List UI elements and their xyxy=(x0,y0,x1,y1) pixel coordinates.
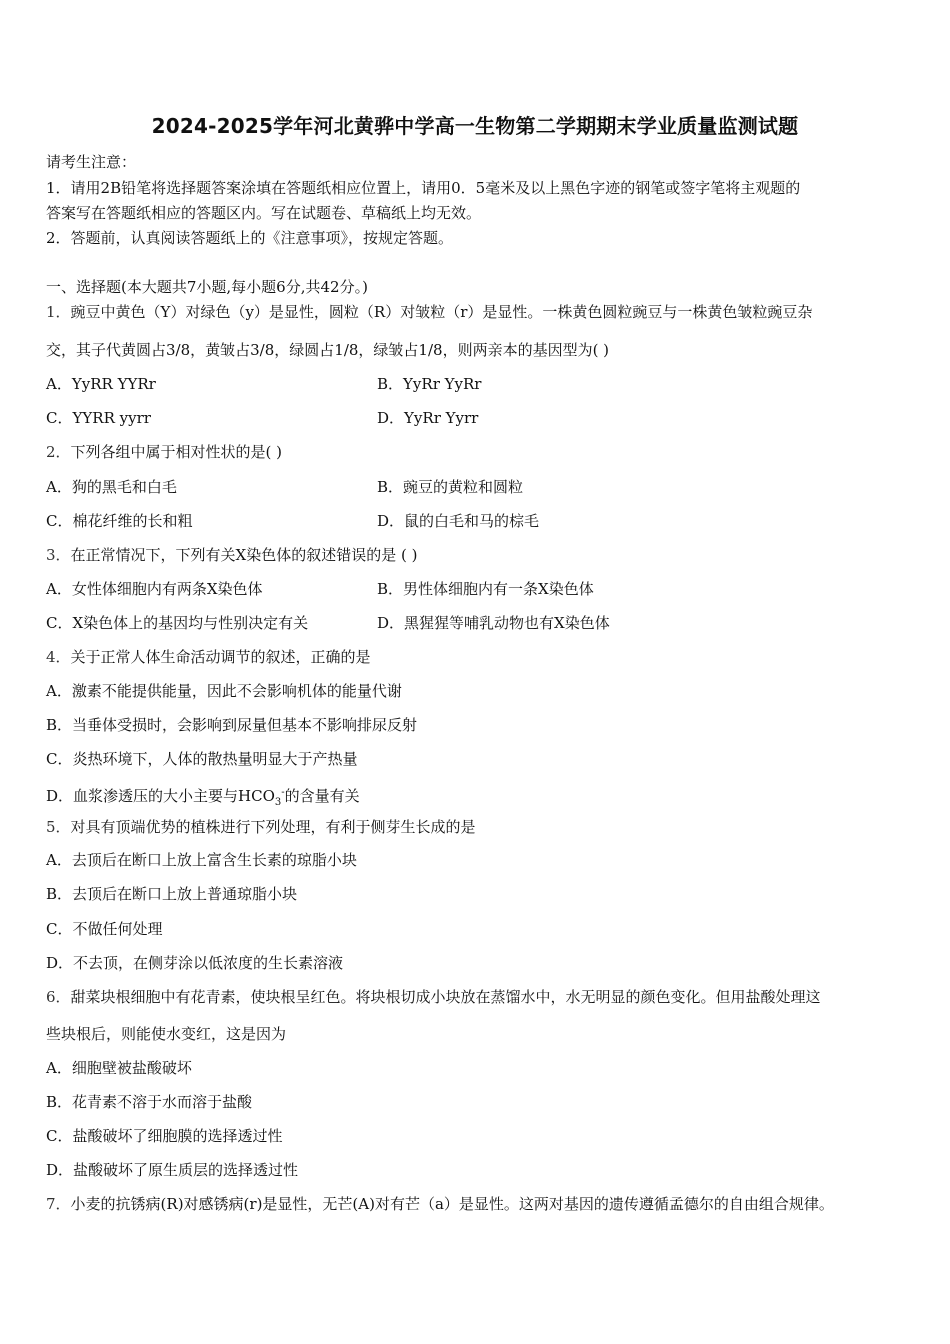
question-number: 2． xyxy=(46,443,71,461)
question-text: 豌豆中黄色（Y）对绿色（y）是显性，圆粒（R）对皱粒（r）是显性。一株黄色圆粒豌豆与一株黄色皱粒豌豆杂 xyxy=(70,303,813,321)
question-text: 在正常情况下，下列有关X染色体的叙述错误的是 ( ) xyxy=(70,546,418,564)
q2-option-c: C．棉花纤维的长和粗 xyxy=(46,512,193,530)
notice-item-2: 2．答题前，认真阅读答题纸上的《注意事项》，按规定答题。 xyxy=(46,229,454,247)
question-number: 7． xyxy=(46,1195,71,1213)
q5-option-b: B．去顶后在断口上放上普通琼脂小块 xyxy=(46,885,298,903)
question-text: 关于正常人体生命活动调节的叙述，正确的是 xyxy=(70,648,371,666)
q6-option-a: A．细胞壁被盐酸破坏 xyxy=(46,1059,192,1077)
q6-option-c: C．盐酸破坏了细胞膜的选择透过性 xyxy=(46,1127,283,1145)
q3-option-a: A．女性体细胞内有两条X染色体 xyxy=(46,580,263,598)
question-number: 6． xyxy=(46,988,71,1006)
q1-option-c: C．YYRR yyrr xyxy=(46,409,151,427)
q4-option-a: A．激素不能提供能量，因此不会影响机体的能量代谢 xyxy=(46,682,402,700)
q2-option-d: D．鼠的白毛和马的棕毛 xyxy=(377,512,540,530)
question-3 xyxy=(46,545,916,565)
q4-option-b: B．当垂体受损时，会影响到尿量但基本不影响排尿反射 xyxy=(46,716,418,734)
q1-option-a: A．YyRR YYRr xyxy=(46,375,156,393)
option-text: D．血浆渗透压的大小主要与HCO xyxy=(46,787,275,805)
q4-option-c: C．炎热环境下，人体的散热量明显大于产热量 xyxy=(46,750,358,768)
q3-option-b: B．男性体细胞内有一条X染色体 xyxy=(377,580,594,598)
q2-option-b: B．豌豆的黄粒和圆粒 xyxy=(377,478,524,496)
q5-option-c: C．不做任何处理 xyxy=(46,920,163,938)
subscript: 3 xyxy=(274,797,282,808)
notice-item-1-line-1: 1．请用2B铅笔将选择题答案涂填在答题纸相应位置上，请用0．5毫米及以上黑色字迹的钢笔或签字笔将主观题的 xyxy=(46,179,801,197)
question-text: 甜菜块根细胞中有花青素，使块根呈红色。将块根切成小块放在蒸馏水中，水无明显的颜色变化。但用盐酸处理这 xyxy=(70,988,821,1006)
q6-option-b: B．花青素不溶于水而溶于盐酸 xyxy=(46,1093,253,1111)
section-heading: 一、选择题(本大题共7小题,每小题6分,共42分。) xyxy=(46,278,368,296)
superscript: - xyxy=(281,787,285,798)
question-number: 3． xyxy=(46,546,71,564)
question-1-line-2: 交，其子代黄圆占3/8，黄皱占3/8，绿圆占1/8，绿皱占1/8，则两亲本的基因型为( ) xyxy=(46,341,610,359)
q5-option-d: D．不去顶，在侧芽涂以低浓度的生长素溶液 xyxy=(46,954,344,972)
question-number: 5． xyxy=(46,818,71,836)
question-text: 对具有顶端优势的植株进行下列处理，有利于侧芽生长成的是 xyxy=(70,818,476,836)
question-1-line-1 xyxy=(46,302,916,322)
question-6-line-1 xyxy=(46,987,916,1007)
q3-option-c: C．X染色体上的基因均与性别决定有关 xyxy=(46,614,309,632)
question-4 xyxy=(46,647,916,667)
q1-option-b: B．YyRr YyRr xyxy=(377,375,482,393)
notice-heading: 请考生注意： xyxy=(46,153,137,171)
q2-option-a: A．狗的黑毛和白毛 xyxy=(46,478,177,496)
question-7 xyxy=(46,1194,916,1214)
q4-option-d xyxy=(46,783,360,813)
question-text: 下列各组中属于相对性状的是( ) xyxy=(70,443,283,461)
notice-item-1-line-2: 答案写在答题纸相应的答题区内。写在试题卷、草稿纸上均无效。 xyxy=(46,204,482,222)
question-text: 小麦的抗锈病(R)对感锈病(r)是显性，无芒(A)对有芒（a）是显性。这两对基因的遗传遵循孟德尔的自由组合规律。 xyxy=(70,1195,834,1213)
question-2 xyxy=(46,442,916,462)
q3-option-d: D．黑猩猩等哺乳动物也有X染色体 xyxy=(377,614,610,632)
question-number: 1． xyxy=(46,303,71,321)
question-6-line-2: 些块根后，则能使水变红，这是因为 xyxy=(46,1025,287,1043)
page-title: 2024-2025学年河北黄骅中学高一生物第二学期期末学业质量监测试题 xyxy=(151,114,799,138)
q5-option-a: A．去顶后在断口上放上富含生长素的琼脂小块 xyxy=(46,851,357,869)
question-5 xyxy=(46,817,916,837)
question-number: 4． xyxy=(46,648,71,666)
q6-option-d: D．盐酸破坏了原生质层的选择透过性 xyxy=(46,1161,299,1179)
q1-option-d: D．YyRr Yyrr xyxy=(377,409,479,427)
option-text: 的含量有关 xyxy=(284,787,360,805)
